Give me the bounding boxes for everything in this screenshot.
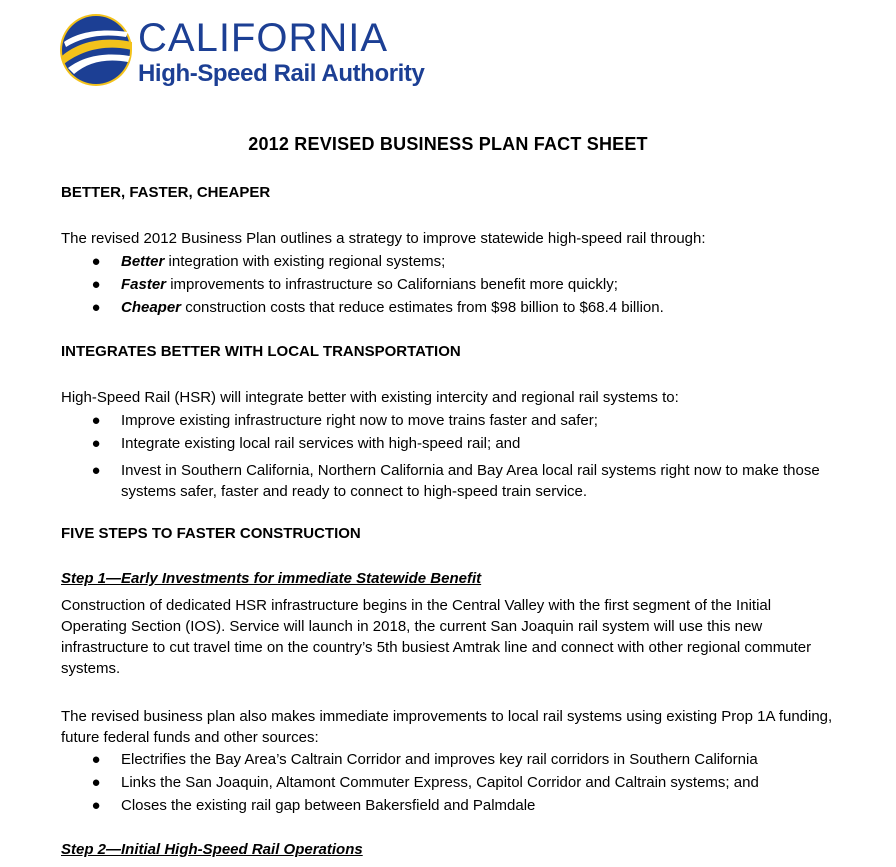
bullet-icon: ● [91, 462, 101, 479]
list-item [89, 433, 849, 460]
step1-title: Step 1—Early Investments for immediate Statewide Benefit [61, 570, 482, 587]
bullet-text: Integrate existing local rail services with high-speed rail; and [121, 435, 521, 452]
section2-bullet-list [89, 410, 849, 502]
list-item [89, 460, 821, 502]
rail-authority-logo-icon [58, 12, 134, 88]
section2-intro: High-Speed Rail (HSR) will integrate better with existing intercity and regional rail systems to: [61, 389, 679, 406]
section-heading-better-faster-cheaper: BETTER, FASTER, CHEAPER [61, 184, 271, 201]
section-heading-integrates-better: INTEGRATES BETTER WITH LOCAL TRANSPORTATION [61, 343, 461, 360]
list-item [89, 251, 849, 274]
bullet-text: construction costs that reduce estimates from $98 billion to $68.4 billion. [181, 299, 664, 316]
bullet-text: integration with existing regional systems; [164, 253, 446, 270]
section1-bullet-list [89, 251, 849, 318]
list-item [89, 772, 849, 795]
authority-logo [58, 12, 425, 90]
logo-subtitle: High-Speed Rail Authority [138, 60, 425, 87]
section-heading-five-steps: FIVE STEPS TO FASTER CONSTRUCTION [61, 525, 361, 542]
step2-title: Step 2—Initial High-Speed Rail Operations [61, 841, 363, 858]
bullet-icon: ● [91, 774, 101, 791]
list-item [89, 410, 849, 433]
bullet-lead: Cheaper [121, 299, 182, 316]
section1-intro: The revised 2012 Business Plan outlines a strategy to improve statewide high-speed rail through: [61, 230, 706, 247]
list-item [89, 749, 849, 772]
bullet-text: Links the San Joaquin, Altamont Commuter Express, Capitol Corridor and Caltrain systems; and [121, 774, 759, 791]
list-item [89, 274, 849, 297]
bullet-text: improvements to infrastructure so Californians benefit more quickly; [166, 276, 618, 293]
page-title: 2012 REVISED BUSINESS PLAN FACT SHEET [248, 134, 648, 154]
bullet-icon: ● [91, 253, 101, 270]
bullet-text: Improve existing infrastructure right now to move trains faster and safer; [121, 412, 598, 429]
bullet-text: Invest in Southern California, Northern California and Bay Area local rail systems right now to make those systems safer, faster and ready to connect to high-speed train service. [121, 462, 820, 500]
bullet-icon: ● [91, 797, 101, 814]
bullet-icon: ● [91, 299, 101, 316]
bullet-lead: Better [121, 253, 165, 270]
bullet-icon: ● [91, 412, 101, 429]
bullet-text: Closes the existing rail gap between Bakersfield and Palmdale [121, 797, 536, 814]
bullet-icon: ● [91, 751, 101, 768]
logo-wordmark: CALIFORNIA [138, 16, 389, 60]
list-item [89, 795, 849, 816]
bullet-lead: Faster [121, 276, 167, 293]
bullet-icon: ● [91, 276, 101, 293]
bullet-icon: ● [91, 435, 101, 452]
step1-paragraph: Construction of dedicated HSR infrastructure begins in the Central Valley with the first segment of the Initial Operating Section (IOS). Service will launch in 2018, the current San Joaquin rail system will use this new infrastructure to cut travel time on the country’s 5th busiest Amtrak line and connect with other regional commuter systems. [61, 597, 812, 677]
list-item [89, 297, 849, 318]
bullet-text: Electrifies the Bay Area’s Caltrain Corridor and improves key rail corridors in Southern California [121, 751, 758, 768]
step1-paragraph-2: The revised business plan also makes immediate improvements to local rail systems using existing Prop 1A funding, future federal funds and other sources: [61, 708, 833, 746]
step1-bullet-list [89, 749, 849, 816]
